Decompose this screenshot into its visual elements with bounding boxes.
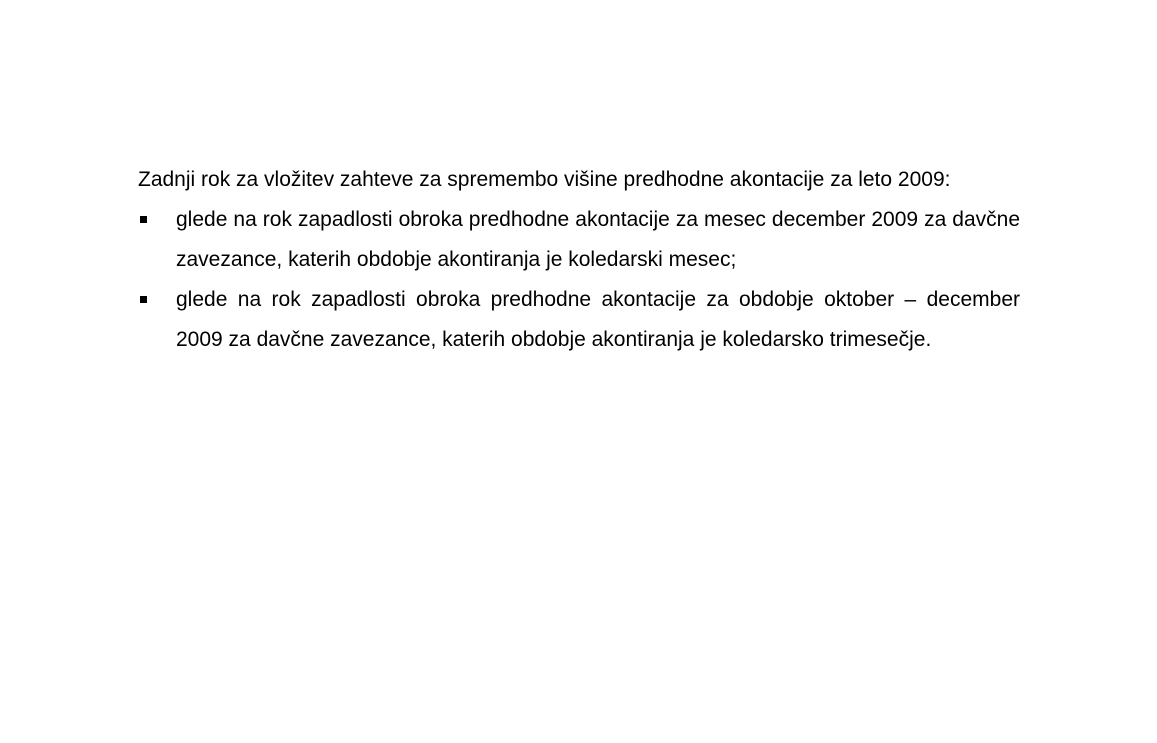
document-body <box>138 160 1020 360</box>
intro-paragraph: Zadnji rok za vložitev zahteve za spremembo višine predhodne akontacije za leto 2009: <box>138 168 951 191</box>
list-item-text: glede na rok zapadlosti obroka predhodne akontacije za mesec december 2009 za davčne zavezance, katerih obdobje akontiranja je koledarski mesec; <box>176 208 1020 271</box>
square-bullet-icon <box>140 296 147 303</box>
square-bullet-icon <box>140 216 147 223</box>
bullet-list <box>138 200 1020 360</box>
list-item <box>138 200 1020 280</box>
list-item-text: glede na rok zapadlosti obroka predhodne akontacije za obdobje oktober – december 2009 za davčne zavezance, katerih obdobje akontiranja je koledarsko trimesečje. <box>176 288 1020 351</box>
list-item <box>138 280 1020 360</box>
